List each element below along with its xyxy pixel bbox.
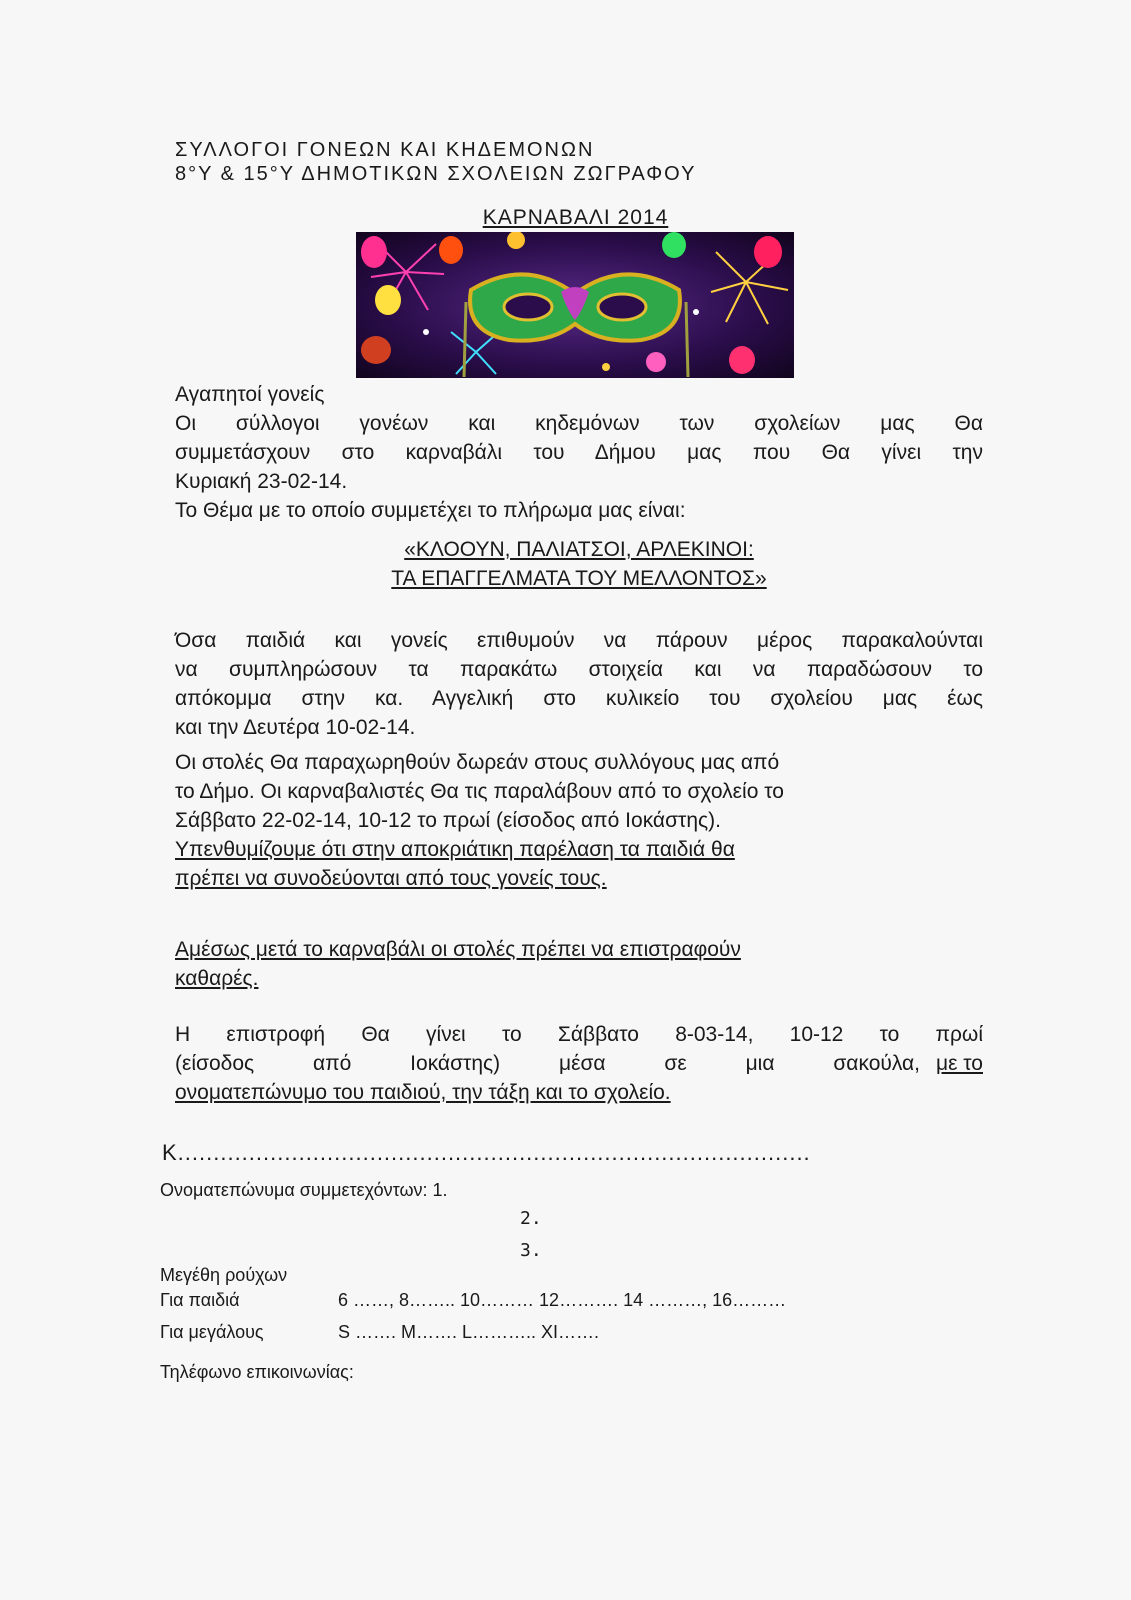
letter-paragraph-4 [175, 935, 983, 993]
return-notice-line: Αμέσως μετά το καρναβάλι οι στολές πρέπει να επιστραφούν [175, 938, 741, 961]
paragraph-line: Οι στολές Θα παραχωρηθούν δωρεάν στους συλλόγους μας από [175, 751, 780, 774]
paragraph-line: Όσα παιδιά και γονείς επιθυμούν να πάρουν μέρος παρακαλούνται [175, 629, 983, 652]
balloon-icon [375, 285, 401, 315]
adults-label: Για μεγάλους [160, 1322, 264, 1342]
letter-paragraph-3 [175, 748, 983, 893]
carnival-mask-banner [356, 232, 794, 378]
paragraph-line: Η επιστροφή Θα γίνει το Σάββατο 8-03-14, 10-12 το πρωί [175, 1023, 983, 1046]
paragraph-line: Κυριακή 23-02-14. [175, 470, 348, 493]
balloon-icon [439, 236, 463, 264]
paragraph-line: και την Δευτέρα 10-02-14. [175, 716, 416, 739]
paragraph-line: Οι σύλλογοι γονέων και κηδεμόνων των σχολείων μας Θα [175, 412, 983, 435]
letter-paragraph-2 [175, 626, 983, 742]
reminder-line: Υπενθυμίζουμε ότι στην αποκριάτικη παρέλαση τα παιδιά θα [175, 838, 735, 861]
letter-paragraph-5 [175, 1020, 983, 1107]
reminder-line: πρέπει να συνοδεύονται από τους γονείς τους. [175, 867, 607, 890]
letter-paragraph-1 [175, 380, 983, 525]
cut-line: Κ......................................................................................... [162, 1140, 811, 1165]
name-3-label: 3. [520, 1240, 542, 1261]
theme-title [175, 535, 983, 593]
theme-intro: Το Θέμα με το οποίο συμμετέχει το πλήρωμα μας είναι: [175, 499, 686, 522]
page-title: ΚΑΡΝΑΒΑΛΙ 2014 [482, 206, 669, 229]
kids-label: Για παιδιά [160, 1290, 240, 1310]
balloon-icon [361, 336, 391, 364]
paragraph-line: ονοματεπώνυμο του παιδιού, την τάξη και το σχολείο. [175, 1081, 671, 1104]
paragraph-line: Σάββατο 22-02-14, 10-12 το πρωί (είσοδος από Ιοκάστης). [175, 809, 721, 832]
balloon-icon [754, 236, 782, 268]
names-label: Ονοματεπώνυμα συμμετεχόντων: 1. [160, 1180, 448, 1200]
paragraph-line: συμμετάσχουν στο καρναβάλι του Δήμου μας που Θα γίνει την [175, 441, 983, 464]
phone-label: Τηλέφωνο επικοινωνίας: [160, 1362, 354, 1382]
balloon-icon [729, 346, 755, 374]
paragraph-line: (είσοδος από Ιοκάστης) μέσα σε μια σακούλα, με το [175, 1052, 983, 1075]
name-2-label: 2. [520, 1208, 542, 1229]
paragraph-line: να συμπληρώσουν τα παρακάτω στοιχεία και να παραδώσουν το [175, 658, 983, 681]
balloon-icon [361, 236, 387, 268]
kids-sizes: 6 ……, 8…….. 10……… 12………. 14 ………, 16……… [338, 1290, 787, 1310]
greeting: Αγαπητοί γονείς [175, 383, 325, 406]
paragraph-line: το Δήμο. Οι καρναβαλιστές Θα τις παραλάβουν από το σχολείο το [175, 780, 784, 803]
paragraph-line: απόκομμα στην κα. Αγγελική στο κυλικείο του σχολείου μας έως [175, 687, 983, 710]
theme-line-1: «ΚΛΟΟΥΝ, ΠΑΛΙΑΤΣΟΙ, ΑΡΛΕΚΙΝΟΙ: [404, 538, 754, 561]
header-line-1: ΣΥΛΛΟΓΟΙ ΓΟΝΕΩΝ ΚΑΙ ΚΗΔΕΜΟΝΩΝ [175, 139, 595, 161]
adults-sizes: S ……. M……. L……….. XI……. [338, 1322, 600, 1342]
header-line-2: 8°Υ & 15°Υ ΔΗΜΟΤΙΚΩΝ ΣΧΟΛΕΙΩΝ ΖΩΓΡΑΦΟΥ [175, 163, 697, 185]
balloon-icon [646, 352, 666, 372]
theme-line-2: ΤΑ ΕΠΑΓΓΕΛΜΑΤΑ ΤΟΥ ΜΕΛΛΟΝΤΟΣ» [391, 567, 767, 590]
header [175, 138, 696, 186]
balloon-icon [662, 232, 686, 258]
return-notice-line: καθαρές. [175, 967, 259, 990]
sizes-label: Μεγέθη ρούχων [160, 1265, 288, 1285]
